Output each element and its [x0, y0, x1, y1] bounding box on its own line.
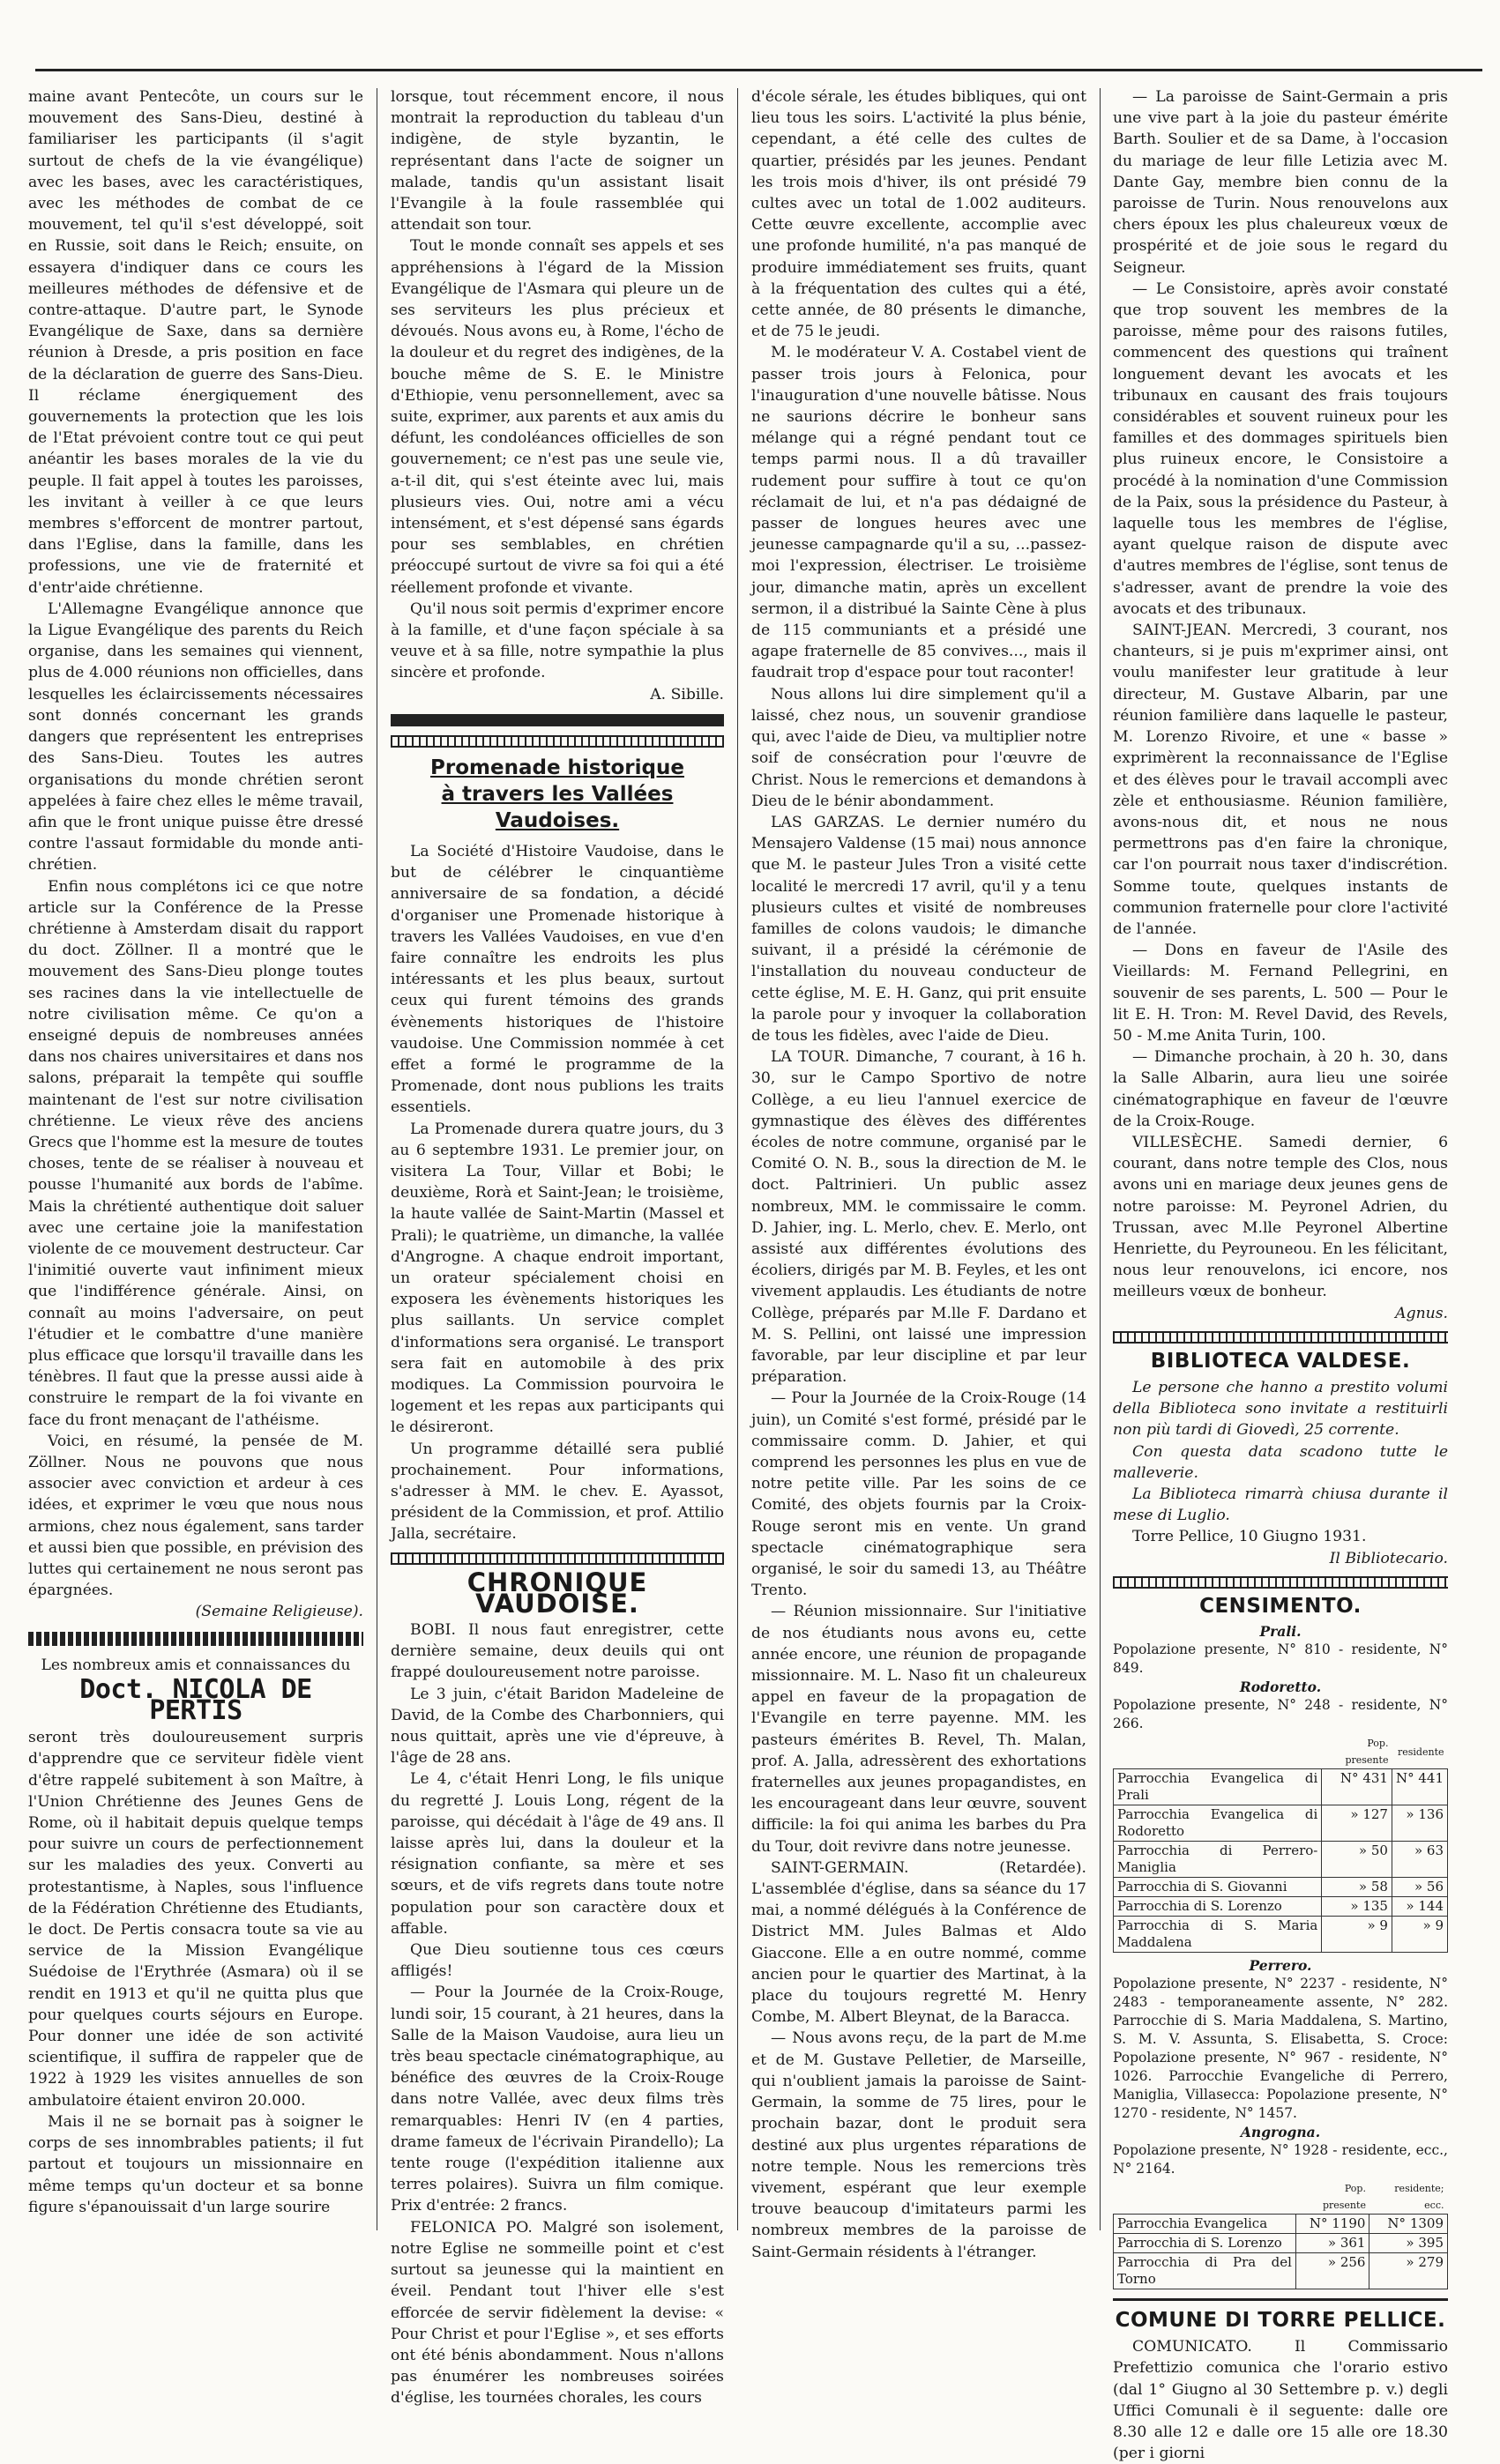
- table-cell: Parrocchia Evangelica di Rodoretto: [1114, 1805, 1322, 1842]
- table-row: [1114, 1842, 1448, 1878]
- census-table: [1113, 1735, 1448, 1953]
- table-row: [1114, 1805, 1448, 1842]
- signature: Agnus.: [1395, 1304, 1448, 1322]
- section-heading: COMUNE DI TORRE PELLICE.: [1115, 2309, 1446, 2333]
- column-1: [28, 86, 363, 2218]
- census-section: [1113, 1596, 1448, 2289]
- heading-line-2: à travers les Vallées Vaudoises.: [441, 782, 674, 832]
- table-row: [1114, 1878, 1448, 1897]
- section-heading: CHRONIQUE VAUDOISE.: [466, 1567, 648, 1619]
- article-paragraph: LA TOUR. Dimanche, 7 courant, à 16 h. 30, sur le Campo Sportivo de notre Collège, a eu lieu l'annuel exercice de gymnastique des élèves des différentes écoles de notre commune, organisé par le Comité O. N. B., sous la direction de M. le doct. Paltrinieri. Un public assez nombreux, MM. le commissaire le comm. D. Jahier, ing. L. Merlo, chev. E. Merlo, ont assisté aux différentes évolutions des écoliers, dirigés par M. B. Feyles, et les ont vivement applaudis. Les étudiants de notre Collège, préparés par M.lle F. Dardano et M. S. Pellini, ont laissé une impression favorable, par leur discipline et par leur préparation.: [751, 1048, 1086, 1387]
- article-paragraph: VILLESÈCHE. Samedi dernier, 6 courant, dans notre temple des Clos, nous avons uni en mariage deux jeunes gens de notre paroisse: M. Peyronel Adrien, du Trussan, avec M.lle Peyronel Albertine Henriette, du Peyrouneou. En les félicitant, nous leur renouvelons, ici encore, nos meilleurs vœux de bonheur.: [1113, 1133, 1448, 1301]
- notice-paragraph: COMUNICATO. Il Commissario Prefettizio comunica che l'orario estivo (dal 1° Giugno al 30 Settembre p. v.) degli Uffici Comunali è il seguente: dalle ore 8.30 alle 12 e dalle ore 15 alle ore 18.30 (per i giorni: [1113, 2338, 1448, 2463]
- table-cell: » 127: [1322, 1805, 1392, 1842]
- column-divider: [737, 88, 738, 2230]
- table-row: [1114, 2253, 1448, 2289]
- table-cell: Parrocchia di S. Lorenzo: [1114, 1897, 1322, 1917]
- census-locality: Prali.: [1259, 1623, 1302, 1641]
- article-paragraph: — Réunion missionnaire. Sur l'initiative de nos étudiants nous avons eu, cette année encore, une réunion de propagande missionnaire. M. L. Naso fit un chaleureux appel en faveur de la propagation de l'Evangile en terre payenne. MM. les pasteurs émérites B. Revel, Th. Malan, prof. A. Jalla, adressèrent des exhortations fraternelles aux jeunes propagandistes, en les encourageant dans leur œuvre, souvent difficile: la foi qui anima les barbes du Pra du Tour, doit revivre dans notre jeunesse.: [751, 1603, 1086, 1856]
- table-row: [1114, 1917, 1448, 1953]
- article-paragraph: FELONICA PO. Malgré son isolement, notre Eglise ne sommeille point et c'est surtout sa jeunesse qui la maintient en éveil. Pendant tout l'hiver elle s'est efforcée de servir fidèlement la devise: « Pour Christ et pour l'Eglise », et ses efforts ont été bénis abondamment. Nous n'allons pas énumérer les nombreuses soirées d'église, les tournées chorales, les cours: [391, 2218, 724, 2408]
- top-rule: [35, 69, 1482, 71]
- ornament-rule: [391, 735, 724, 748]
- separator-bar: [1113, 2298, 1448, 2301]
- notice-paragraph: La Biblioteca rimarrà chiusa durante il mese di Luglio.: [1113, 1485, 1448, 1525]
- article-paragraph: La Promenade durera quatre jours, du 3 au 6 septembre 1931. Le premier jour, on visitera La Tour, Villar et Bobi; le deuxième, Rorà et Saint-Jean; le troisième, la haute vallée de Saint-Martin (Massel et Prali); le quatrième, un dimanche, la vallée d'Angrogne. A chaque endroit important, un orateur spécialement choisi en exposera les évènements historiques les plus saillants. Un service complet d'informations sera organisé. Le transport sera fait en automobile à des prix modiques. La Commission pourvoira le logement et les repas aux participants qui le désireront.: [391, 1120, 724, 1437]
- table-cell: Parrocchia di S. Giovanni: [1114, 1878, 1322, 1897]
- table-cell: Parrocchia di Perrero-Maniglia: [1114, 1842, 1322, 1878]
- separator-bar: [28, 1632, 363, 1646]
- article-paragraph: LAS GARZAS. Le dernier numéro du Mensajero Valdense (15 mai) nous annonce que M. le pasteur Jules Tron a visité cette localité le mercredi 17 avril, qu'il y a tenu plusieurs cultes et visité de nombreuses familles de colons vaudois; le dimanche suivant, il a présidé la cérémonie de l'installation du nouveau conducteur de cette église, M. E. H. Ganz, qui prit ensuite la parole pour y invoquer la collaboration de tous les fidèles, avec l'aide de Dieu.: [751, 813, 1086, 1045]
- table-cell: Parrocchia Evangelica: [1114, 2215, 1296, 2234]
- article-paragraph: — Nous avons reçu, de la part de M.me et de M. Gustave Pelletier, de Marseille, qui n'oublient jamais la paroisse de Saint-Germain, la somme de 75 lires, pour le prochain bazar, dont le produit sera destiné aux plus urgentes réparations de notre temple. Nous les remercions très vivement, espérant que leur exemple trouve beaucoup d'imitateurs parmi les nombreux membres de la paroisse de Saint-Germain résidents à l'étranger.: [751, 2029, 1086, 2261]
- obituary-intro: Les nombreux amis et connaissances du: [41, 1656, 351, 1674]
- article-paragraph: — Pour la Journée de la Croix-Rouge (14 juin), un Comité s'est formé, présidé par le commissaire comm. D. Jahier, et qui comprend les personnes les plus en vue de notre petite ville. Par les soins de ce Comité, des objets fournis par la Croix-Rouge seront mis en vente. Un grand spectacle cinématographique sera organisé, le soir du samedi 13, au Théâtre Trento.: [751, 1389, 1086, 1600]
- article-paragraph: SAINT-GERMAIN. (Retardée). L'assemblée d'église, dans sa séance du 17 mai, a nommé délégués à la Conférence de District MM. Jules Balmas et Aldo Giaccone. Elle a en outre nommé, comme ancien pour le quartier des Martinat, à la place du toujours regretté M. Henry Combe, M. Albert Bleynat, de la Baracca.: [751, 1858, 1086, 2027]
- table-cell: » 136: [1392, 1805, 1447, 1842]
- census-locality: Perrero.: [1249, 1957, 1312, 1975]
- ornament-rule: [1113, 1331, 1448, 1344]
- table-cell: » 144: [1392, 1897, 1447, 1917]
- signature: Il Bibliotecario.: [1329, 1549, 1448, 1567]
- census-text: Popolazione presente, N° 2237 - residente, N° 2483 - temporaneamente assente, N° 282. Parrocchie di S. Maria Maddalena, S. Martino, S. M. V. Assunta, S. Elisabetta, S. Croce: Popolazione presente, N° 967 - residente, N° 1026. Parrocchie Evangeliche di Perrero, Maniglia, Villasecca: Popolazione presente, N° 1270 - residente, N° 1457.: [1113, 1976, 1448, 2122]
- article-paragraph: Le 3 juin, c'était Baridon Madeleine de David, de la Combe des Charbonniers, qui nous quittait, après une vie d'épreuve, à l'âge de 28 ans.: [391, 1685, 724, 1768]
- article-paragraph: Que Dieu soutienne tous ces cœurs affligés!: [391, 1941, 724, 1981]
- article-paragraph: Voici, en résumé, la pensée de M. Zöllner. Nous ne pouvons que nous associer avec conviction et ardeur à ces idées, et exprimer le vœu que nous nous armions, chez nous également, sans tarder et aussi bien que possible, en prévision des luttes qui certainement ne nous seront pas épargnées.: [28, 1432, 363, 1600]
- table-cell: » 56: [1392, 1878, 1447, 1897]
- article-paragraph: M. le modérateur V. A. Costabel vient de passer trois jours à Felonica, pour l'inauguration d'une nouvelle bâtisse. Nous ne saurions décrire le bonheur sans mélange qui a régné pendant tout ce temps parmi nous. Il a dû travailler rudement pour suffire à tout ce qu'on réclamait de lui, et n'a pas dédaigné de passer de longues heures avec une jeunesse campagnarde qu'il a su, ...passez-moi l'expression, électriser. Le troisième jour, dimanche matin, après un excellent sermon, il a distribué la Sainte Cène à plus de 115 communiants et a présidé une agape fraternelle de 85 convives..., mais il faudrait trop d'espace pour tout raconter!: [751, 344, 1086, 682]
- table-cell: N° 1309: [1369, 2215, 1448, 2234]
- column-4: [1113, 86, 1448, 2464]
- census-locality: Rodoretto.: [1239, 1679, 1322, 1696]
- article-paragraph: Le 4, c'était Henri Long, le fils unique du regretté J. Louis Long, régent de la paroisse, qui décédait à l'âge de 49 ans. Il laisse après lui, dans la douleur et la résignation confiante, sa mère et ses sœurs, et de vifs regrets dans toute notre population pour son caractère doux et affable.: [391, 1770, 724, 1938]
- article-paragraph: Nous allons lui dire simplement qu'il a laissé, chez nous, un souvenir grandiose qui, avec l'aide de Dieu, va multiplier notre soif de consécration pour l'œuvre de Christ. Nous le remercions et demandons à Dieu de le bénir abondamment.: [751, 685, 1086, 810]
- obituary-name: Doct. NICOLA DE PERTIS: [79, 1673, 312, 1727]
- table-cell: » 58: [1322, 1878, 1392, 1897]
- table-cell: » 256: [1295, 2253, 1369, 2289]
- separator-bar: [391, 714, 724, 726]
- section-heading: BIBLIOTECA VALDESE.: [1150, 1349, 1411, 1373]
- table-cell: N° 1190: [1295, 2215, 1369, 2234]
- table-cell: » 395: [1369, 2234, 1448, 2253]
- table-header: Pop. presente: [1345, 1738, 1389, 1767]
- census-text: Popolazione presente, N° 810 - residente, N° 849.: [1113, 1641, 1448, 1677]
- table-cell: Parrocchia Evangelica di Prali: [1114, 1769, 1322, 1805]
- obituary-paragraph: seront très douloureusement surpris d'apprendre que ce serviteur fidèle vient d'être rappelé subitement à son Maître, à l'Union Chrétienne des Jeunes Gens de Rome, où il habitait depuis quelque temps pour suivre un cours de perfectionnement sur les maladies des yeux. Converti au protestantisme, à Naples, sous l'influence de la Fédération Chrétienne des Etudiants, le doct. De Pertis consacra toute sa vie au service de la Mission Evangélique Suédoise de l'Erythrée (Asmara) où il se rendit en 1913 et qu'il ne quitta plus que pour quelques courts séjours en Europe. Pour donner une idée de son activité scientifique, il suffira de rappeler que de 1922 à 1929 les visites annuelles de son ambulatoire étaient environ 20.000.: [28, 1729, 363, 2110]
- article-paragraph: L'Allemagne Evangélique annonce que la Ligue Evangélique des parents du Reich organise, dans les semaines qui viennent, plus de 4.000 réunions non officielles, dans lesquelles les éclaircissements nécessaires sont donnés concernant les grands dangers que représentent les entreprises des Sans-Dieu. Toutes les autres organisations du monde chrétien seront appelées à faire chez elles le même travail, afin que le front unique puisse être dressé contre l'assaut formidable du monde anti-chrétien.: [28, 599, 363, 875]
- column-divider: [1100, 88, 1101, 2230]
- table-cell: N° 441: [1392, 1769, 1447, 1805]
- article-paragraph: — Pour la Journée de la Croix-Rouge, lundi soir, 15 courant, à 21 heures, dans la Salle de la Maison Vaudoise, aura lieu un très beau spectacle cinématographique, au bénéfice des œuvres de la Croix-Rouge dans notre Vallée, avec deux films très remarquables: Henri IV (en 4 parties, drame fameux de l'écrivain Pirandello); La tente rouge (l'expédition italienne aux terres polaires). Suivra un film comique. Prix d'entrée: 2 francs.: [391, 1984, 724, 2215]
- table-row: [1114, 1769, 1448, 1805]
- article-paragraph: lorsque, tout récemment encore, il nous montrait la reproduction du tableau d'un indigène, de style byzantin, le représentant dans l'acte de soigner un malade, tandis qu'un assistant lisait l'Evangile à la foule rassemblée qui attendait son tour.: [391, 88, 724, 234]
- table-cell: » 279: [1369, 2253, 1448, 2289]
- table-cell: » 9: [1322, 1917, 1392, 1953]
- ornament-rule: [391, 1552, 724, 1565]
- table-row: [1114, 1897, 1448, 1917]
- article-paragraph: Qu'il nous soit permis d'exprimer encore à la famille, et d'une façon spéciale à sa veuve et à sa fille, notre sympathie la plus sincère et profonde.: [391, 599, 724, 682]
- ornament-rule: [1113, 1576, 1448, 1589]
- census-table: [1113, 2180, 1448, 2289]
- signature: (Semaine Religieuse).: [195, 1603, 363, 1621]
- notice-date: Torre Pellice, 10 Giugno 1931.: [1132, 1528, 1367, 1546]
- article-paragraph: Un programme détaillé sera publié prochainement. Pour informations, s'adresser à MM. le chev. E. Ayassot, président de la Commission, et prof. Attilio Jalla, secrétaire.: [391, 1440, 724, 1544]
- notice-paragraph: Con questa data scadono tutte le malleverie.: [1113, 1442, 1448, 1482]
- table-header: residente: [1398, 1746, 1444, 1758]
- article-paragraph: — La paroisse de Saint-Germain a pris une vive part à la joie du pasteur émérite Barth. Soulier et de sa Dame, à l'occasion du mariage de leur fille Letizia avec M. Dante Gay, membre bien connu de la paroisse de Turin. Nous renouvelons aux chers époux les plus chaleureux vœux de prospérité et de joie sous le regard du Seigneur.: [1113, 88, 1448, 277]
- column-3: [751, 86, 1086, 2263]
- table-cell: » 50: [1322, 1842, 1392, 1878]
- article-paragraph: Enfin nous complétons ici ce que notre article sur la Conférence de la Presse chrétienne à Amsterdam disait du rapport du doct. Zöllner. Il a montré que le mouvement des Sans-Dieu plonge toutes ses racines dans la vie intellectuelle de notre civilisation même. Ce qu'on a enseigné depuis de nombreuses années dans nos chaires universitaires et dans nos salons, préparait la tempête qui souffle maintenant de l'est sur notre civilisation chrétienne. Le vieux rêve des anciens Grecs que l'homme est la mesure de toutes choses, tente de se réaliser à nouveau et pousse l'humanité aux bords de l'abîme. Mais la chrétienté authentique doit saluer avec une certaine joie la manifestation violente de ce mouvement destructeur. Car l'inimitié ouverte vaut infiniment mieux que l'indifférence générale. Ainsi, on connaît au moins l'adversaire, on peut l'étudier et le combattre d'une manière plus efficace que lorsqu'il travaille dans les ténèbres. Il faut que la presse aussi aide à construire le rempart de la foi vivante en face du front menaçant de l'athéisme.: [28, 877, 363, 1429]
- section-heading: CENSIMENTO.: [1199, 1594, 1362, 1618]
- table-cell: » 63: [1392, 1842, 1447, 1878]
- article-paragraph: SAINT-JEAN. Mercredi, 3 courant, nos chanteurs, si je puis m'exprimer ainsi, ont voulu manifester leur gratitude à leur directeur, M. Gustave Albarin, par une réunion familière dans laquelle le pasteur, M. Lorenzo Rivoire, et une « basse » exprimèrent la reconnaissance de l'Eglise et des élèves pour le travail accompli avec zèle et enthousiasme. Réunion familière, avons-nous dit, et nous ne nous permettrons pas d'en faire la chronique, car l'on pourrait nous taxer d'indiscrétion. Somme toute, quelques instants de communion fraternelle pour clore l'activité de l'année.: [1113, 622, 1448, 938]
- article-paragraph: d'école sérale, les études bibliques, qui ont lieu tous les soirs. L'activité la plus bénie, cependant, a été celle des cultes de quartier, présidés par les jeunes. Pendant les trois mois d'hiver, ils ont présidé 79 cultes avec un total de 1.002 auditeurs. Cette œuvre excellente, accomplie avec une profonde humilité, n'a pas manqué de produire immédiatement ses fruits, quant à la fréquentation des cultes qui a été, cette année, de 80 présents le dimanche, et de 75 le jeudi.: [751, 88, 1086, 341]
- article-paragraph: — Dimanche prochain, à 20 h. 30, dans la Salle Albarin, aura lieu une soirée cinématographique en faveur de l'œuvre de la Croix-Rouge.: [1113, 1048, 1448, 1130]
- table-header: Pop. presente: [1322, 2183, 1366, 2212]
- article-paragraph: maine avant Pentecôte, un cours sur le mouvement des Sans-Dieu, destiné à familiariser les participants (il s'agit surtout de chefs de la vie évangélique) avec les bases, avec les caractéristiques, avec les méthodes de combat de ce mouvement, tel qu'il s'est développé, soit en Russie, soit dans le Reich; ensuite, on essayera d'indiquer dans ce cours les meilleures méthodes de défensive et de contre-attaque. D'autre part, le Synode Evangélique de Saxe, dans sa dernière réunion à Dresde, a pris position en face de la déclaration de guerre des Sans-Dieu. Il réclame énergiquement des gouvernements la protection que les lois de l'Etat prévoient contre tout ce qui peut anéantir les bases morales de la vie du peuple. Il fait appel à toutes les paroisses, les invitant à veiller à ce que leurs membres s'efforcent de montrer partout, dans l'Eglise, dans la famille, dans les professions, une vie de fraternité et d'entr'aide chrétienne.: [28, 88, 363, 597]
- census-locality: Angrogna.: [1240, 2124, 1321, 2141]
- obituary-paragraph: Mais il ne se bornait pas à soigner le corps de ses innombrables patients; il fut partout et toujours un missionnaire en même temps qu'un docteur et sa bonne figure s'épanouissait d'un large sourire: [28, 2112, 363, 2216]
- table-cell: N° 431: [1322, 1769, 1392, 1805]
- article-paragraph: La Société d'Histoire Vaudoise, dans le but de célébrer le cinquantième anniversaire de sa fondation, a décidé d'organiser une Promenade historique à travers les Vallées Vaudoises, en vue d'en faire connaître les endroits les plus intéressants et les plus beaux, surtout ceux qui furent témoins des grands évènements historiques de l'histoire vaudoise. Une Commission nommée à cet effet a formé le programme de la Promenade, dont nous publions les traits essentiels.: [391, 842, 724, 1117]
- article-paragraph: — Dons en faveur de l'Asile des Vieillards: M. Fernand Pellegrini, en souvenir de ses parents, L. 500 — Pour le lit E. H. Tron: M. Revel David, des Revels, 50 - M.me Anita Turin, 100.: [1113, 942, 1448, 1045]
- table-row: [1114, 2234, 1448, 2253]
- section-heading: [391, 755, 724, 834]
- article-paragraph: — Le Consistoire, après avoir constaté que trop souvent les membres de la paroisse, même pour des raisons futiles, commencent des questions qui traînent longuement devant les avocats et les tribunaux en causant des frais toujours considérables et souvent ruineux pour les familles et des dommages spirituels bien plus ruineux encore, le Consistoire a procédé à la nomination d'une Commission de la Paix, sous la présidence du Pasteur, à laquelle tous les membres de l'église, ayant quelque raison de dispute avec d'autres membres de l'église, sont tenus de s'adresser, avant de prendre la voie des avocats et des tribunaux.: [1113, 279, 1448, 618]
- article-paragraph: BOBI. Il nous faut enregistrer, cette dernière semaine, deux deuils qui ont frappé douloureusement notre paroisse.: [391, 1621, 724, 1682]
- notice-paragraph: Le persone che hanno a prestito volumi della Biblioteca sono invitate a restituirli non più tardi di Giovedì, 25 corrente.: [1113, 1378, 1448, 1440]
- table-cell: » 361: [1295, 2234, 1369, 2253]
- table-header: residente; ecc.: [1394, 2183, 1444, 2212]
- table-row: [1114, 2215, 1448, 2234]
- table-cell: » 9: [1392, 1917, 1447, 1953]
- signature: A. Sibille.: [650, 685, 724, 703]
- census-text: Popolazione presente, N° 1928 - residente, ecc., N° 2164.: [1113, 2142, 1448, 2177]
- census-text: Popolazione presente, N° 248 - residente, N° 266.: [1113, 1697, 1448, 1732]
- column-2: [391, 86, 724, 2409]
- table-cell: » 135: [1322, 1897, 1392, 1917]
- heading-line-1: Promenade historique: [430, 756, 684, 779]
- article-paragraph: Tout le monde connaît ses appels et ses appréhensions à l'égard de la Mission Evangélique de l'Asmara qui pleure un de ses serviteurs les plus précieux et dévoués. Nous avons eu, à Rome, l'écho de la douleur et du regret des indigènes, de la bouche même de S. E. le Ministre d'Ethiopie, venu personnellement, avec sa suite, exprimer, aux parents et aux amis du défunt, les condoléances officielles de son gouvernement; ce n'est pas une seule vie, a-t-il dit, qui s'est éteinte avec lui, mais plusieurs vies. Oui, notre ami a vécu intensément, et s'est dépensé sans égards pour ses semblables, en chrétien préoccupé surtout de vivre sa foi qui a été réellement profonde et vivante.: [391, 237, 724, 597]
- table-cell: Parrocchia di S. Maria Maddalena: [1114, 1917, 1322, 1953]
- table-cell: Parrocchia di S. Lorenzo: [1114, 2234, 1296, 2253]
- table-cell: Parrocchia di Pra del Torno: [1114, 2253, 1296, 2289]
